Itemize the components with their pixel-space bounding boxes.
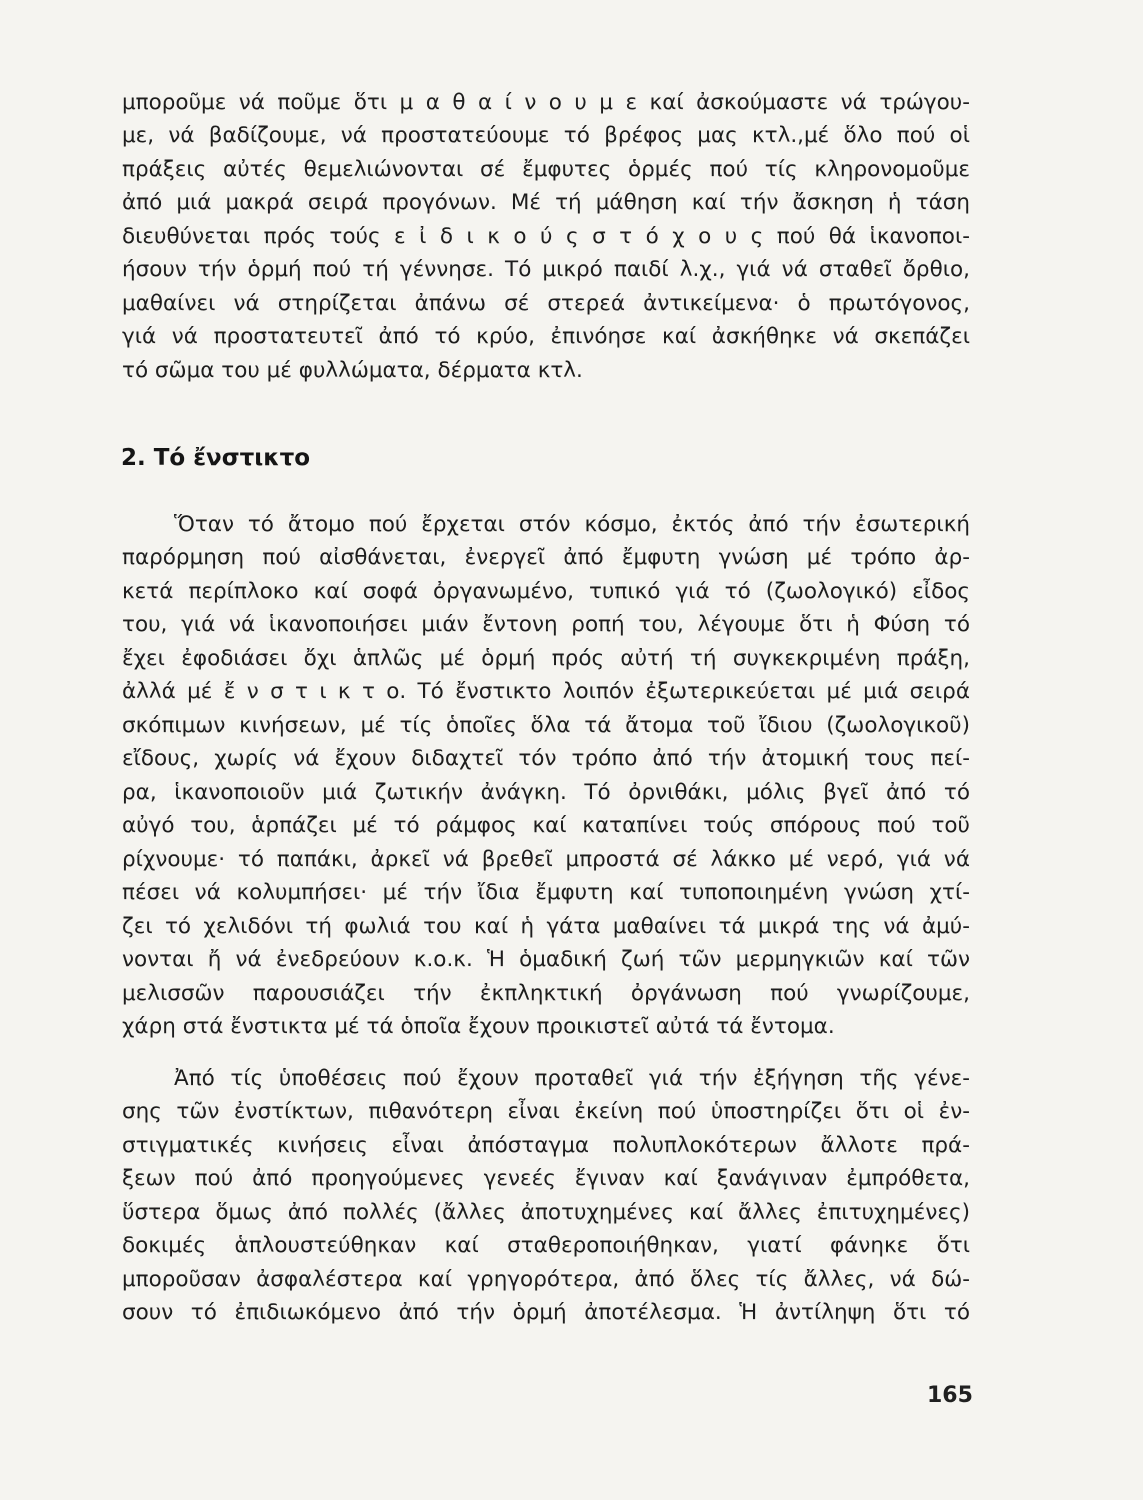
body-text-line: ήσουν τήν ὁρμή πού τή γέννησε. Τό μικρό παιδί λ.χ., γιά νά σταθεῖ ὄρθιο, <box>122 257 970 282</box>
body-text-line: σουν τό ἐπιδιωκόμενο ἀπό τήν ὁρμή ἀποτέλεσμα. Ἡ ἀντίληψη ὅτι τό <box>122 1300 970 1325</box>
section-heading: 2. Τό ἔνστικτο <box>121 445 311 471</box>
body-text-line: με, νά βαδίζουμε, νά προστατεύουμε τό βρέφος μας κτλ.,μέ ὅλο πού οἱ <box>122 123 970 148</box>
body-text-line: σκόπιμων κινήσεων, μέ τίς ὁποῖες ὅλα τά ἄτομα τοῦ ἴδιου (ζωολογικοῦ) <box>122 713 970 738</box>
body-text-line: ἀπό μιά μακρά σειρά προγόνων. Μέ τή μάθηση καί τήν ἄσκηση ἡ τάση <box>122 190 970 215</box>
body-text-line: ὕστερα ὅμως ἀπό πολλές (ἄλλες ἀποτυχημένες καί ἄλλες ἐπιτυχημένες) <box>122 1200 970 1225</box>
body-text-line: παρόρμηση πού αἰσθάνεται, ἐνεργεῖ ἀπό ἔμφυτη γνώση μέ τρόπο ἀρ- <box>122 545 970 570</box>
body-text-line: ρα, ἱκανοποιοῦν μιά ζωτικήν ἀνάγκη. Τό ὀρνιθάκι, μόλις βγεῖ ἀπό τό <box>122 780 970 805</box>
body-text-line: μποροῦσαν ἀσφαλέστερα καί γρηγορότερα, ἀπό ὅλες τίς ἄλλες, νά δώ- <box>122 1267 970 1292</box>
body-text-line: στιγματικές κινήσεις εἶναι ἀπόσταγμα πολυπλοκότερων ἄλλοτε πρά- <box>122 1133 970 1158</box>
body-text-line: μαθαίνει νά στηρίζεται ἀπάνω σέ στερεά ἀντικείμενα· ὁ πρωτόγονος, <box>122 291 970 316</box>
body-text-line: χάρη στά ἔνστικτα μέ τά ὁποῖα ἔχουν προικιστεῖ αὐτά τά ἔντομα. <box>122 1014 835 1039</box>
body-text-line: τό σῶμα του μέ φυλλώματα, δέρματα κτλ. <box>122 358 583 383</box>
body-text-line: μποροῦμε νά ποῦμε ὅτι μ α θ α ί ν ο υ μ ε καί ἀσκούμαστε νά τρώγου- <box>122 90 970 115</box>
body-text-line: δοκιμές ἁπλουστεύθηκαν καί σταθεροποιήθηκαν, γιατί φάνηκε ὅτι <box>122 1233 970 1258</box>
body-text-line: εἴδους, χωρίς νά ἔχουν διδαχτεῖ τόν τρόπο ἀπό τήν ἀτομική τους πεί- <box>122 746 970 771</box>
body-text-line: διευθύνεται πρός τούς ε ἰ δ ι κ ο ύ ς σ τ ό χ ο υ ς πού θά ἱκανοποι- <box>122 224 970 249</box>
body-text-line: του, γιά νά ἱκανοποιήσει μιάν ἔντονη ροπή του, λέγουμε ὅτι ἡ Φύση τό <box>122 612 970 637</box>
body-text-line: ἀλλά μέ ἔ ν σ τ ι κ τ ο. Τό ἔνστικτο λοιπόν ἐξωτερικεύεται μέ μιά σειρά <box>122 679 970 704</box>
body-text-line: νονται ἤ νά ἐνεδρεύουν κ.ο.κ. Ἡ ὁμαδική ζωή τῶν μερμηγκιῶν καί τῶν <box>122 947 970 972</box>
body-text-line: ξεων πού ἀπό προηγούμενες γενεές ἔγιναν καί ξανάγιναν ἐμπρόθετα, <box>122 1166 970 1191</box>
body-text-line: ἔχει ἐφοδιάσει ὄχι ἁπλῶς μέ ὁρμή πρός αὐτή τή συγκεκριμένη πράξη, <box>122 646 970 671</box>
body-text-line: Ἀπό τίς ὑποθέσεις πού ἔχουν προταθεῖ γιά τήν ἐξήγηση τῆς γένε- <box>174 1066 970 1091</box>
body-text-line: κετά περίπλοκο καί σοφά ὀργανωμένο, τυπικό γιά τό (ζωολογικό) εἶδος <box>122 579 970 604</box>
body-text-line: αὐγό του, ἁρπάζει μέ τό ράμφος καί καταπίνει τούς σπόρους πού τοῦ <box>122 813 970 838</box>
body-text-line: Ὅταν τό ἄτομο πού ἔρχεται στόν κόσμο, ἐκτός ἀπό τήν ἐσωτερική <box>174 512 970 537</box>
page-number: 165 <box>927 1383 973 1408</box>
body-text-line: ζει τό χελιδόνι τή φωλιά του καί ἡ γάτα μαθαίνει τά μικρά της νά ἀμύ- <box>122 914 970 939</box>
body-text-line: μελισσῶν παρουσιάζει τήν ἐκπληκτική ὀργάνωση πού γνωρίζουμε, <box>122 981 970 1006</box>
body-text-line: ρίχνουμε· τό παπάκι, ἀρκεῖ νά βρεθεῖ μπροστά σέ λάκκο μέ νερό, γιά νά <box>122 847 970 872</box>
body-text-line: πράξεις αὐτές θεμελιώνονται σέ ἔμφυτες ὁρμές πού τίς κληρονομοῦμε <box>122 157 970 182</box>
body-text-line: πέσει νά κολυμπήσει· μέ τήν ἴδια ἔμφυτη καί τυποποιημένη γνώση χτί- <box>122 880 970 905</box>
body-text-line: γιά νά προστατευτεῖ ἀπό τό κρύο, ἐπινόησε καί ἀσκήθηκε νά σκεπάζει <box>122 324 970 349</box>
body-text-line: σης τῶν ἐνστίκτων, πιθανότερη εἶναι ἐκείνη πού ὑποστηρίζει ὅτι οἱ ἐν- <box>122 1099 970 1124</box>
